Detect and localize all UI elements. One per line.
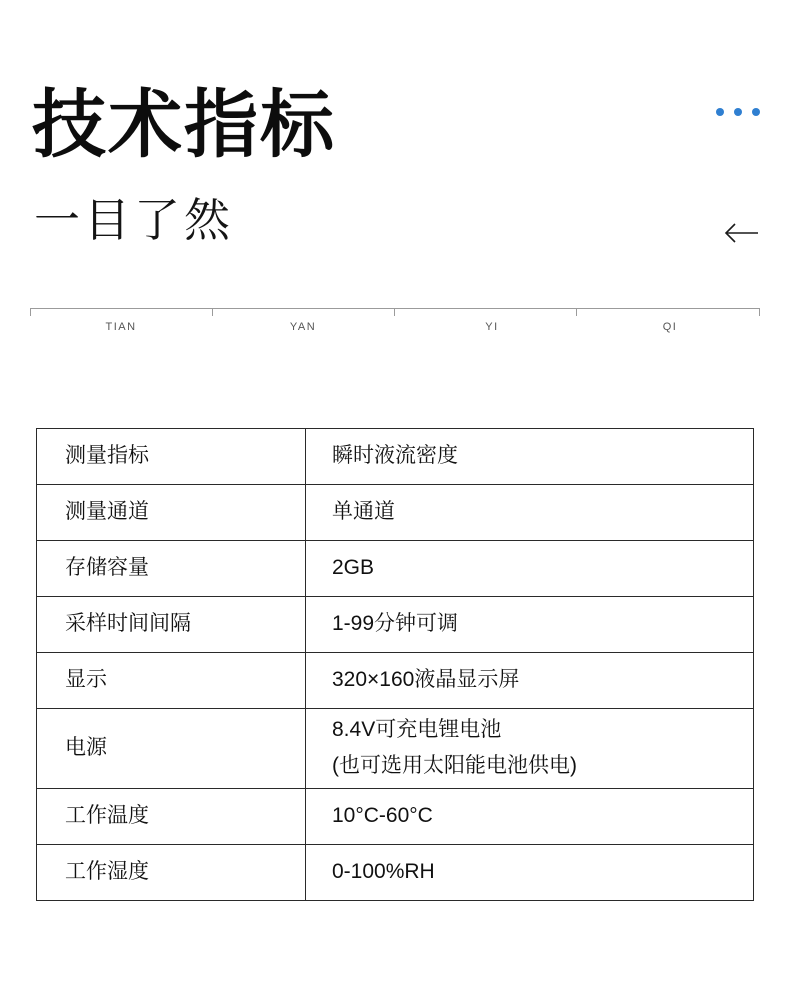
spec-value: 0-100%RH	[306, 844, 754, 900]
pinyin-label: QI	[662, 321, 678, 333]
rule-line	[30, 308, 760, 309]
spec-value: 2GB	[306, 541, 754, 597]
table-row	[37, 541, 754, 597]
rule-tick	[212, 308, 213, 316]
spec-value: 10°C-60°C	[306, 788, 754, 844]
table-row	[37, 597, 754, 653]
spec-label: 电源	[37, 709, 306, 789]
spec-label: 采样时间间隔	[37, 597, 306, 653]
spec-value: 1-99分钟可调	[306, 597, 754, 653]
rule-tick	[759, 308, 760, 316]
spec-label: 测量通道	[37, 485, 306, 541]
spec-label: 显示	[37, 653, 306, 709]
dot-icon	[716, 108, 724, 116]
pinyin-label: TIAN	[105, 321, 137, 333]
table-row	[37, 485, 754, 541]
table-row	[37, 844, 754, 900]
dot-icon	[734, 108, 742, 116]
spec-label: 存储容量	[37, 541, 306, 597]
rule-tick	[394, 308, 395, 316]
table-row	[37, 429, 754, 485]
rule-tick	[30, 308, 31, 316]
spec-value-line: (也可选用太阳能电池供电)	[332, 754, 577, 778]
rule-tick	[576, 308, 577, 316]
spec-value: 瞬时液流密度	[306, 429, 754, 485]
spec-label: 工作温度	[37, 788, 306, 844]
pinyin-rule	[30, 308, 760, 348]
spec-value	[306, 709, 754, 789]
table-row	[37, 709, 754, 789]
pinyin-label: YAN	[289, 321, 317, 333]
page-title: 技术指标	[32, 85, 336, 167]
decorative-dots	[716, 108, 760, 116]
table-row	[37, 788, 754, 844]
spec-table	[36, 428, 754, 901]
spec-label: 测量指标	[37, 429, 306, 485]
pinyin-label: YI	[485, 321, 499, 333]
spec-value: 单通道	[306, 485, 754, 541]
dot-icon	[752, 108, 760, 116]
spec-value: 320×160液晶显示屏	[306, 653, 754, 709]
spec-label: 工作湿度	[37, 844, 306, 900]
table-row	[37, 653, 754, 709]
page-header	[0, 0, 790, 300]
page-subtitle: 一目了然	[34, 195, 234, 246]
spec-value-line: 8.4V可充电锂电池	[332, 718, 502, 741]
back-arrow-icon[interactable]	[720, 212, 762, 254]
